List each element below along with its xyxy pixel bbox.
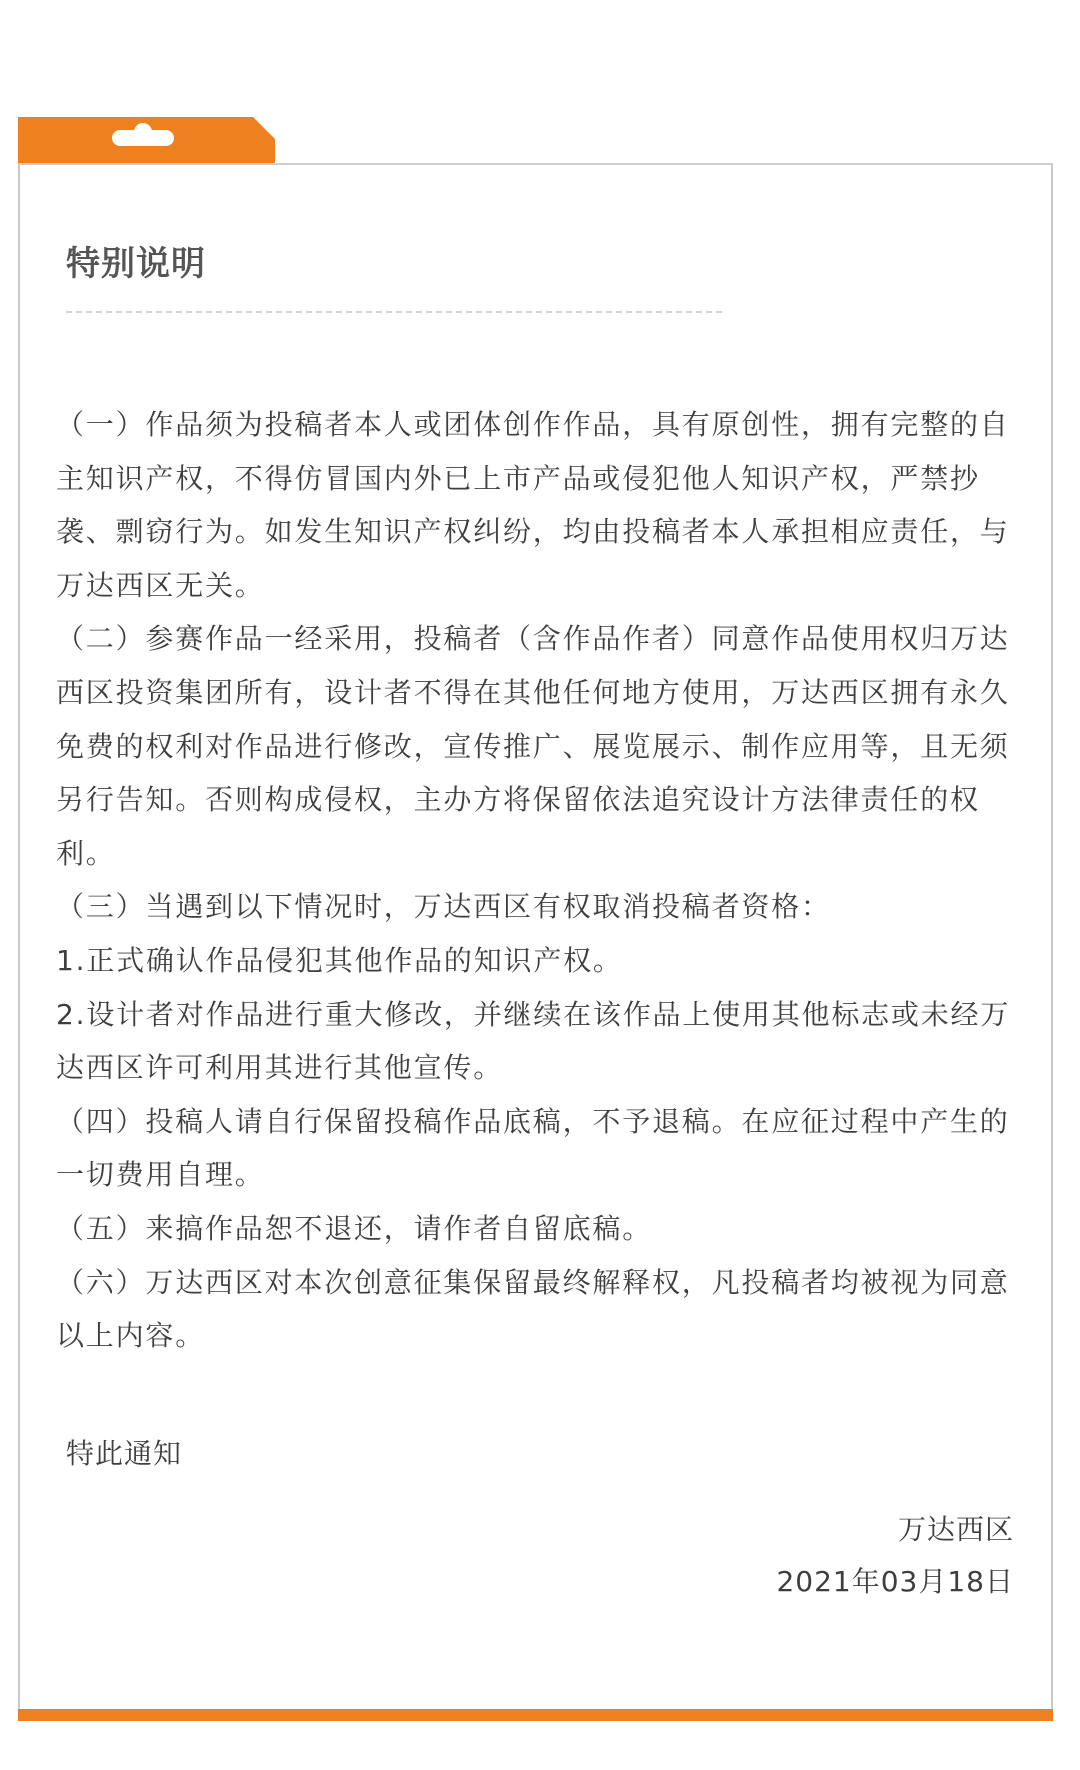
tab-decoration-icon: [112, 130, 174, 146]
page-title: 特别说明: [66, 244, 206, 284]
paragraph-1: （一）作品须为投稿者本人或团体创作作品，具有原创性，拥有完整的自主知识产权，不得仿冒国内外已上市产品或侵犯他人知识产权，严禁抄袭、剽窃行为。如发生知识产权纠纷，均由投稿者本人承担相应责任，与万达西区无关。: [56, 408, 1010, 602]
title-divider: [66, 311, 722, 313]
notice-body: [56, 398, 1016, 1363]
signature-date: 2021年03月18日: [776, 1565, 1014, 1598]
bottom-accent-bar: [18, 1709, 1053, 1721]
closing-notice: 特此通知: [66, 1437, 183, 1470]
paragraph-3: （三）当遇到以下情况时，万达西区有权取消投稿者资格：: [56, 890, 831, 924]
paragraph-4: （四）投稿人请自行保留投稿作品底稿，不予退稿。在应征过程中产生的一切费用自理。: [56, 1104, 1010, 1192]
paragraph-3-item-1: 1.正式确认作品侵犯其他作品的知识产权。: [56, 943, 623, 977]
paragraph-5: （五）来搞作品恕不退还，请作者自留底稿。: [56, 1211, 653, 1245]
paragraph-2: （二）参赛作品一经采用，投稿者（含作品作者）同意作品使用权归万达西区投资集团所有，设计者不得在其他任何地方使用，万达西区拥有永久免费的权利对作品进行修改，宣传推广、展览展示、制作应用等，且无须另行告知。否则构成侵权，主办方将保留依法追究设计方法律责任的权利。: [56, 622, 1010, 870]
header-tab: [18, 117, 275, 163]
paragraph-6: （六）万达西区对本次创意征集保留最终解释权，凡投稿者均被视为同意以上内容。: [56, 1265, 1010, 1353]
paragraph-3-item-2: 2.设计者对作品进行重大修改，并继续在该作品上使用其他标志或未经万达西区许可利用其进行其他宣传。: [56, 997, 1011, 1085]
signature-organization: 万达西区: [897, 1513, 1014, 1546]
